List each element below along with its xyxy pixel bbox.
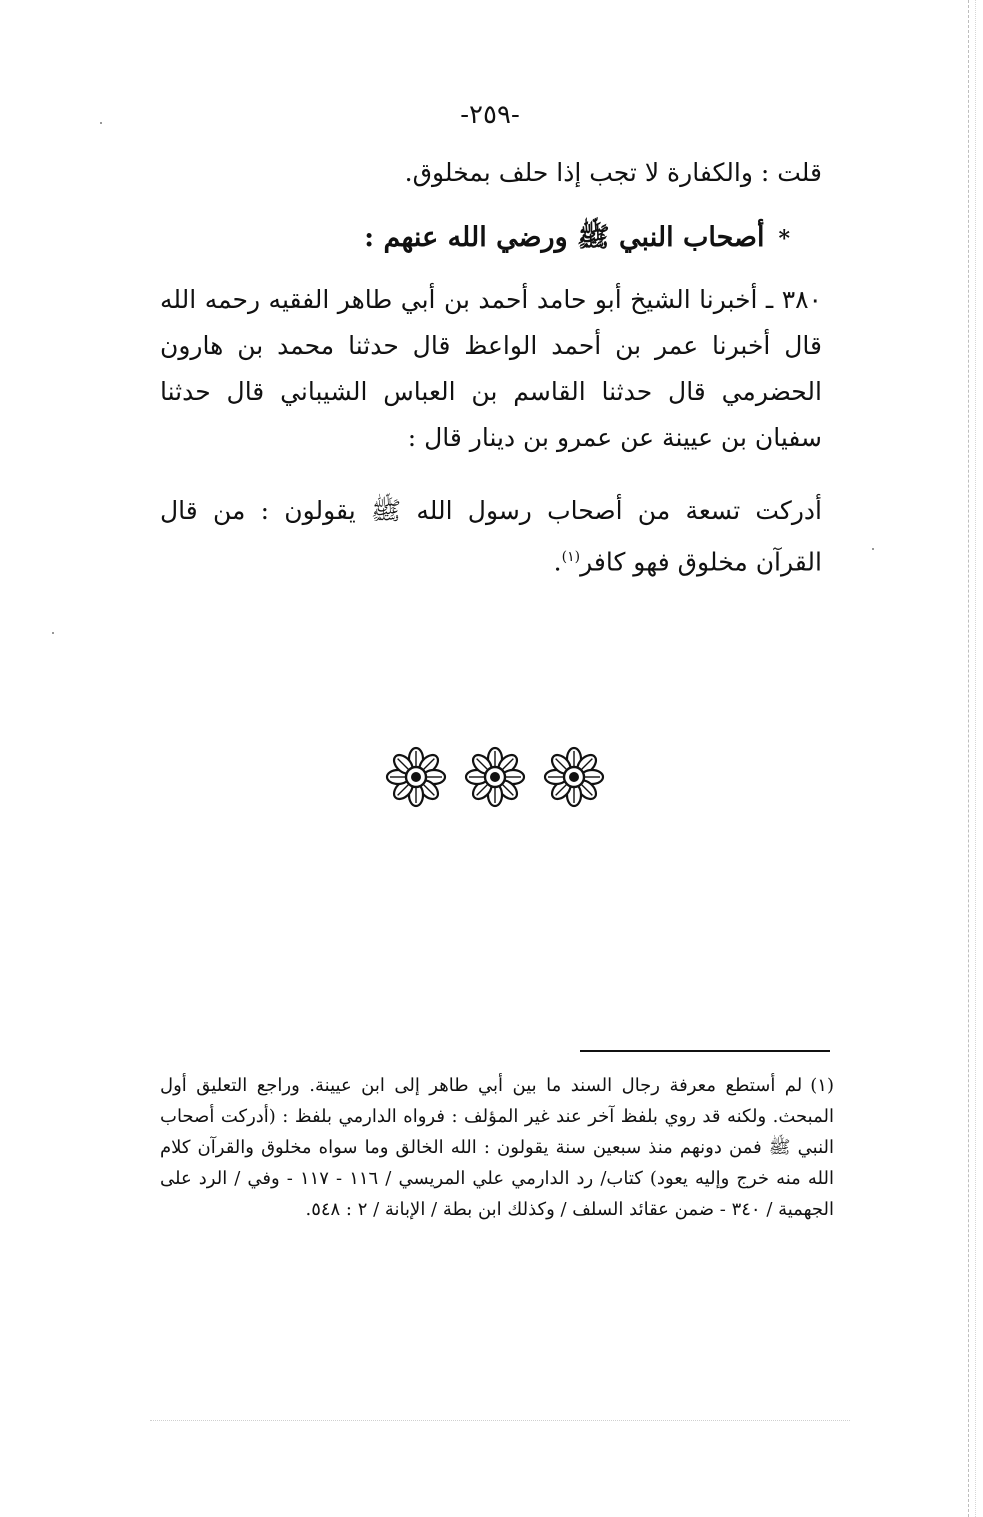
heading-star-icon: * [778,226,790,252]
footnote-text: لم أستطع معرفة رجال السند ما بين أبي طاهر إلى ابن عيينة. وراجع التعليق أول المبحث. ولكنه قد روي بلفظ آخر عند غير المؤلف : فرواه الدارمي بلفظ : (أدركت أصحاب النبي ﷺ فمن دونهم منذ سبعين سنة يقولون : الله الخالق وما سواه مخلوق والقرآن كلام الله منه خرج وإليه يعود) كتاب/ رد الدارمي علي المريسي / ١١٦ - ١١٧ - وفي / الرد على الجهمية / ٣٤٠ - ضمن عقائد السلف / وكذلك ابن بطة / الإبانة / ٢ : ٥٤٨. [160,1075,835,1220]
section-heading [160,215,790,262]
scan-speck [100,122,102,124]
scan-page-edge [968,0,969,1517]
scan-speck [872,548,874,550]
scan-speck [52,632,54,634]
hadith-narration-chain: ٣٨٠ ـ أخبرنا الشيخ أبو حامد أحمد بن أبي طاهر الفقيه رحمه الله قال أخبرنا عمر بن أحمد الواعظ قال حدثنا محمد بن هارون الحضرمي قال حدثنا القاسم بن العباس الشيباني قال حدثنا سفيان بن عيينة عن عمرو بن دينار قال : [160,285,822,452]
flower-ornament-icon [466,748,524,806]
heading-text: أصحاب النبي ﷺ ورضي الله عنهم : [364,222,765,253]
page-number: -٢٥٩- [460,100,520,130]
scan-bottom-line [150,1420,850,1421]
footnote-marker: (١) [810,1075,834,1096]
scan-page-edge-inner [975,0,976,1517]
ornament-row [380,742,610,812]
section-divider-ornaments [380,742,610,812]
flower-ornament-icon [387,748,445,806]
footnote-separator [580,1050,830,1052]
hadith-text [160,488,822,585]
hadith-quote: أدركت تسعة من أصحاب رسول الله ﷺ يقولون : من قال القرآن مخلوق فهو كافر [160,496,822,577]
footnote [160,1070,834,1225]
footnote-reference[interactable]: (١) [561,549,581,565]
flower-ornament-icon [545,748,603,806]
opening-line: قلت : والكفارة لا تجب إذا حلف بمخلوق. [404,158,822,187]
quote-end-mark: . [553,547,562,577]
